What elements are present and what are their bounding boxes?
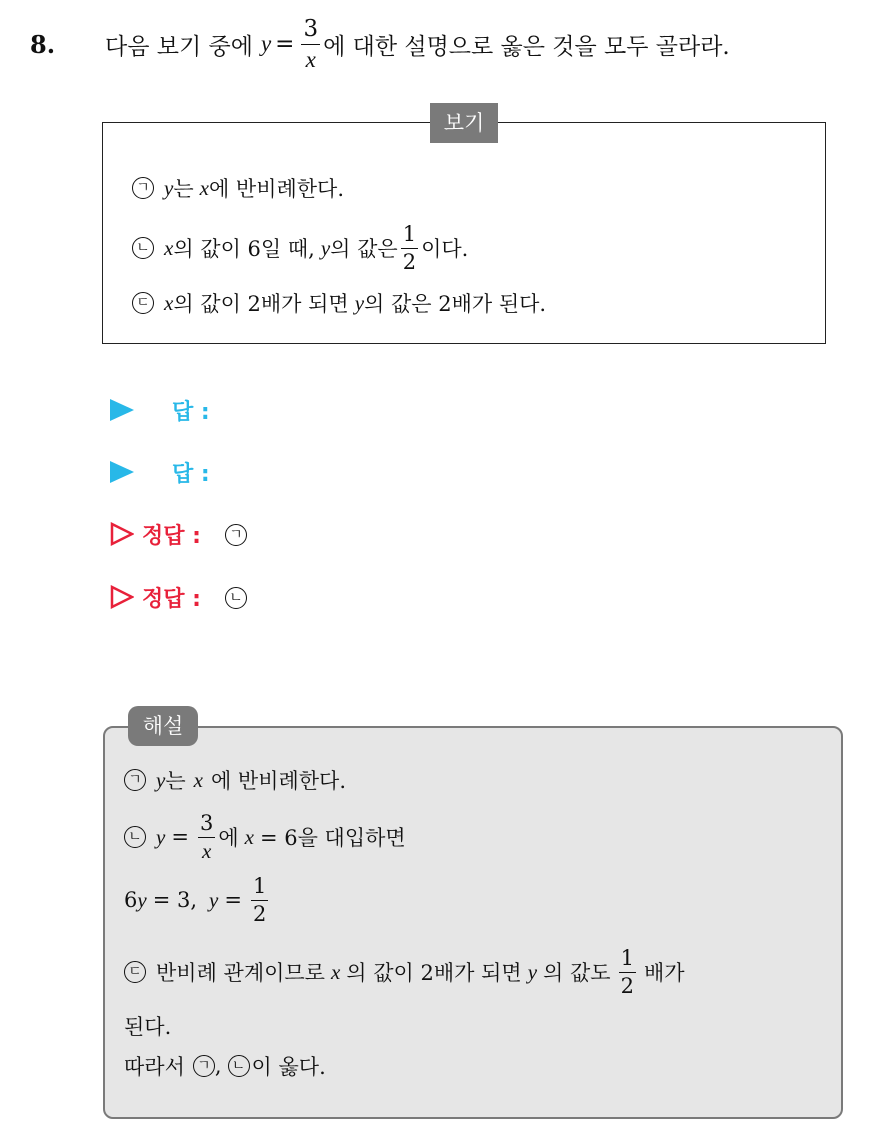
bogi-2-t1: 의 값이 6일 때, [173, 237, 315, 261]
outline-arrow-icon [110, 585, 134, 609]
exp-2-frac-num: 3 [198, 813, 215, 838]
bogi-tag: 보기 [430, 103, 498, 143]
bogi-2-frac-num: 1 [401, 224, 418, 249]
exp-2-eq: = [171, 825, 189, 849]
answer-row [110, 393, 234, 427]
exp-2-y: y [156, 824, 166, 849]
bogi-3-t2: 의 값은 2배가 된다. [364, 292, 547, 316]
circled-digeut-icon: ㄷ [124, 961, 146, 983]
exp-4-t3: 의 값도 [543, 961, 611, 985]
bogi-2-x: x [164, 235, 174, 260]
question-number: 8. [30, 30, 56, 59]
bogi-2-t3: 이다. [421, 237, 469, 261]
explanation-line-2 [124, 808, 406, 866]
exp-2-t1: 에 [218, 826, 239, 850]
bogi-item-2 [132, 220, 468, 276]
correct-answer-row [110, 517, 247, 551]
exp-3-y1: y [137, 887, 147, 912]
question-text [105, 14, 730, 74]
exp-4-frac-den: 2 [620, 973, 634, 998]
bogi-item-1 [132, 168, 344, 208]
exp-6-comma: , [214, 1054, 222, 1078]
bogi-3-x: x [164, 290, 174, 315]
exp-4-y: y [527, 959, 538, 984]
exp-1-t1: 는 [165, 769, 186, 793]
bogi-3-t1: 의 값이 2배가 되면 [173, 292, 349, 316]
explanation-line-4 [124, 943, 685, 1001]
exp-4-t1: 반비례 관계이므로 [156, 961, 325, 985]
bogi-2-y: y [320, 235, 331, 260]
correct-answer-value [225, 585, 247, 610]
question-var-y: y [260, 31, 272, 56]
exp-4-fraction [619, 945, 636, 998]
answer-row [110, 455, 234, 489]
exp-3-y2: y [209, 887, 219, 912]
question-fraction [301, 15, 320, 72]
explanation-line-6 [124, 1046, 326, 1086]
circled-giyeok-icon: ㄱ [124, 769, 146, 791]
answer-label: 답 : [172, 461, 210, 487]
explanation-line-1 [124, 760, 346, 800]
circled-nieun-icon: ㄴ [228, 1055, 250, 1077]
play-arrow-icon [110, 399, 134, 421]
explanation-line-5: 된다. [124, 1015, 172, 1039]
circled-digeut-icon: ㄷ [132, 292, 154, 314]
exp-3-fraction [251, 873, 268, 926]
exp-1-t2: 에 반비례한다. [210, 769, 347, 793]
bogi-1-y: y [164, 175, 174, 200]
exp-1-x: x [193, 767, 203, 792]
correct-answer-label: 정답 : [142, 586, 201, 612]
exp-4-t4: 배가 [643, 961, 685, 985]
question-suffix: 에 대한 설명으로 옳은 것을 모두 골라라. [323, 33, 730, 60]
circled-giyeok-icon: ㄱ [193, 1055, 215, 1077]
circled-nieun-icon: ㄴ [225, 587, 247, 609]
exp-1-y: y [156, 767, 166, 792]
exp-2-t2: = 6을 대입하면 [259, 826, 406, 850]
correct-answer-row [110, 580, 247, 614]
correct-answer-value [225, 522, 247, 547]
bogi-1-t2: 에 반비례한다. [208, 177, 345, 201]
bogi-1-t1: 는 [173, 177, 194, 201]
correct-answer-label: 정답 : [142, 523, 201, 549]
exp-3-frac-den: 2 [252, 901, 267, 926]
exp-3-t2: = 3, [152, 888, 198, 912]
circled-nieun-icon: ㄴ [132, 237, 154, 259]
circled-giyeok-icon: ㄱ [225, 524, 247, 546]
circled-nieun-icon: ㄴ [124, 826, 146, 848]
bogi-2-frac-den: 2 [402, 249, 417, 274]
exp-6-t1: 따라서 [124, 1055, 185, 1079]
exp-2-x: x [244, 824, 254, 849]
exp-2-fraction [198, 810, 215, 863]
bogi-2-fraction [401, 221, 418, 274]
bogi-1-x: x [199, 175, 209, 200]
exp-3-t1: 6 [124, 888, 138, 912]
question-frac-den: x [305, 46, 316, 72]
explanation-line-3 [124, 870, 271, 930]
question-equals: = [275, 31, 295, 57]
exp-4-frac-num: 1 [619, 948, 636, 973]
bogi-3-y: y [354, 290, 365, 315]
bogi-2-t2: 의 값은 [330, 237, 398, 261]
circled-giyeok-icon: ㄱ [132, 177, 154, 199]
outline-arrow-icon [110, 522, 134, 546]
explanation-tag: 해설 [128, 706, 198, 746]
exp-6-t2: 이 옳다. [251, 1055, 326, 1079]
question-frac-num: 3 [301, 18, 320, 45]
exp-4-x: x [330, 959, 341, 984]
exp-3-eq: = [224, 888, 242, 912]
question-prefix: 다음 보기 중에 [105, 33, 253, 60]
play-arrow-icon [110, 461, 134, 483]
bogi-item-3 [132, 283, 546, 323]
exp-3-frac-num: 1 [251, 876, 268, 901]
exp-4-t2: 의 값이 2배가 되면 [346, 961, 522, 985]
exp-2-frac-den: x [201, 838, 212, 863]
answer-label: 답 : [172, 399, 210, 425]
